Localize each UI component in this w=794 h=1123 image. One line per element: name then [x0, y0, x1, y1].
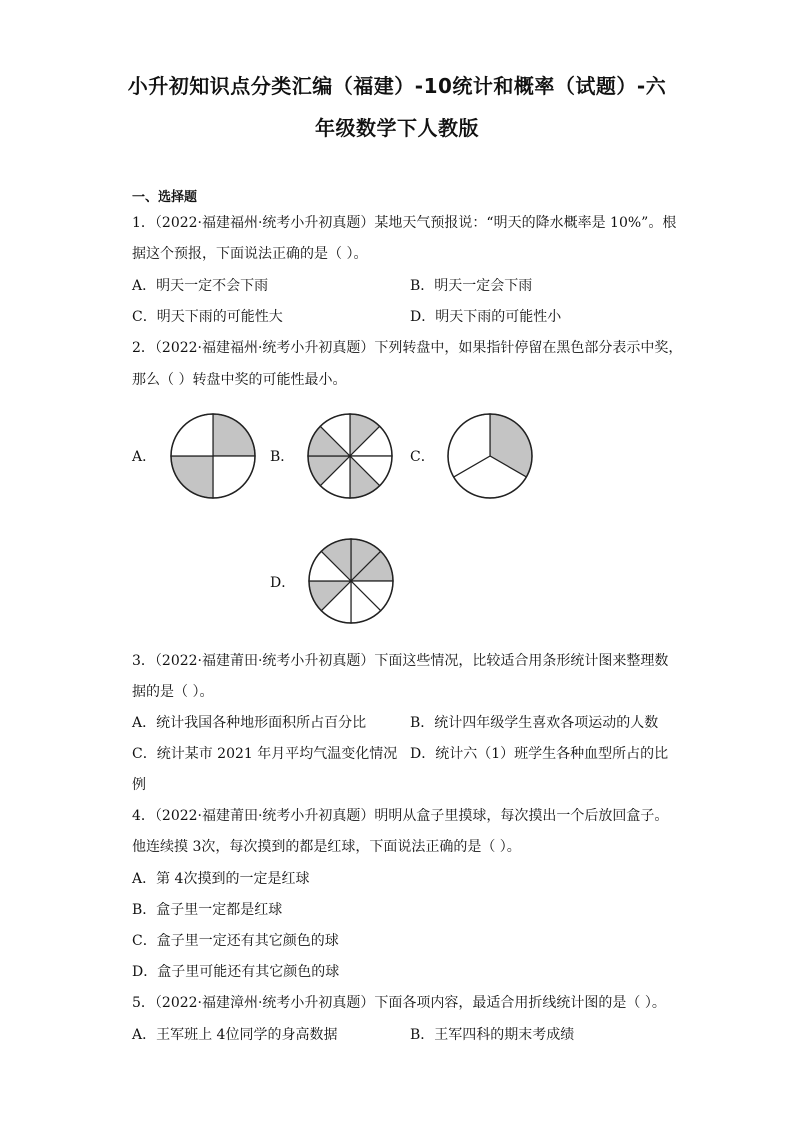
section-heading: 一、选择题: [132, 190, 198, 205]
q1-option-a: A．明天一定不会下雨: [132, 278, 269, 294]
q1-option-d: D．明天下雨的可能性小: [410, 309, 562, 325]
q5-option-a: A．王军班上 4位同学的身高数据: [132, 1027, 338, 1043]
document-title-line-2: 年级数学下人教版: [315, 116, 479, 140]
q4-option-d: D．盒子里可能还有其它颜色的球: [132, 964, 340, 980]
q3-stem-line-2: 据的是（ ）。: [132, 684, 214, 700]
spinner-b-label: B．: [270, 449, 295, 465]
q3-stem-line-1: 3．（2022·福建莆田·统考小升初真题）下面这些情况，比较适合用条形统计图来整理数: [132, 653, 669, 669]
q5-option-b: B．王军四科的期末考成绩: [410, 1027, 575, 1043]
document-title-line-1: 小升初知识点分类汇编（福建）-10统计和概率（试题）-六: [127, 74, 667, 98]
q5-stem-line-1: 5．（2022·福建漳州·统考小升初真题）下面各项内容，最适合用折线统计图的是（ ）。: [132, 995, 666, 1011]
q3-option-d: D．统计六（1）班学生各种血型所占的比: [410, 746, 669, 762]
q3-option-d-continued: 例: [132, 777, 146, 793]
spinner-a-label: A．: [132, 449, 157, 465]
spinner-b: [307, 413, 393, 499]
q1-stem-line-1: 1．（2022·福建福州·统考小升初真题）某地天气预报说：“明天的降水概率是 10%”。根: [132, 215, 677, 231]
q4-option-c: C．盒子里一定还有其它颜色的球: [132, 933, 339, 949]
q2-stem-line-2: 那么（ ）转盘中奖的可能性最小。: [132, 372, 347, 388]
q4-option-b: B．盒子里一定都是红球: [132, 902, 283, 918]
q3-option-b: B．统计四年级学生喜欢各项运动的人数: [410, 715, 659, 731]
q4-stem-line-2: 他连续摸 3次，每次摸到的都是红球，下面说法正确的是（ ）。: [132, 839, 521, 855]
q1-stem-line-2: 据这个预报，下面说法正确的是（ ）。: [132, 246, 368, 262]
spinner-a: [170, 413, 256, 499]
q4-stem-line-1: 4．（2022·福建莆田·统考小升初真题）明明从盒子里摸球，每次摸出一个后放回盒子。: [132, 808, 669, 824]
q4-option-a: A．第 4次摸到的一定是红球: [132, 871, 310, 887]
q3-option-c: C．统计某市 2021 年月平均气温变化情况: [132, 746, 398, 762]
spinner-d: [308, 538, 394, 624]
q3-option-a: A．统计我国各种地形面积所占百分比: [132, 715, 367, 731]
spinner-d-label: D．: [270, 575, 296, 591]
spinner-c: [447, 413, 533, 499]
spinner-c-label: C．: [410, 449, 435, 465]
q1-option-b: B．明天一定会下雨: [410, 278, 533, 294]
q2-stem-line-1: 2．（2022·福建福州·统考小升初真题）下列转盘中，如果指针停留在黑色部分表示中奖，: [132, 340, 683, 356]
q1-option-c: C．明天下雨的可能性大: [132, 309, 283, 325]
